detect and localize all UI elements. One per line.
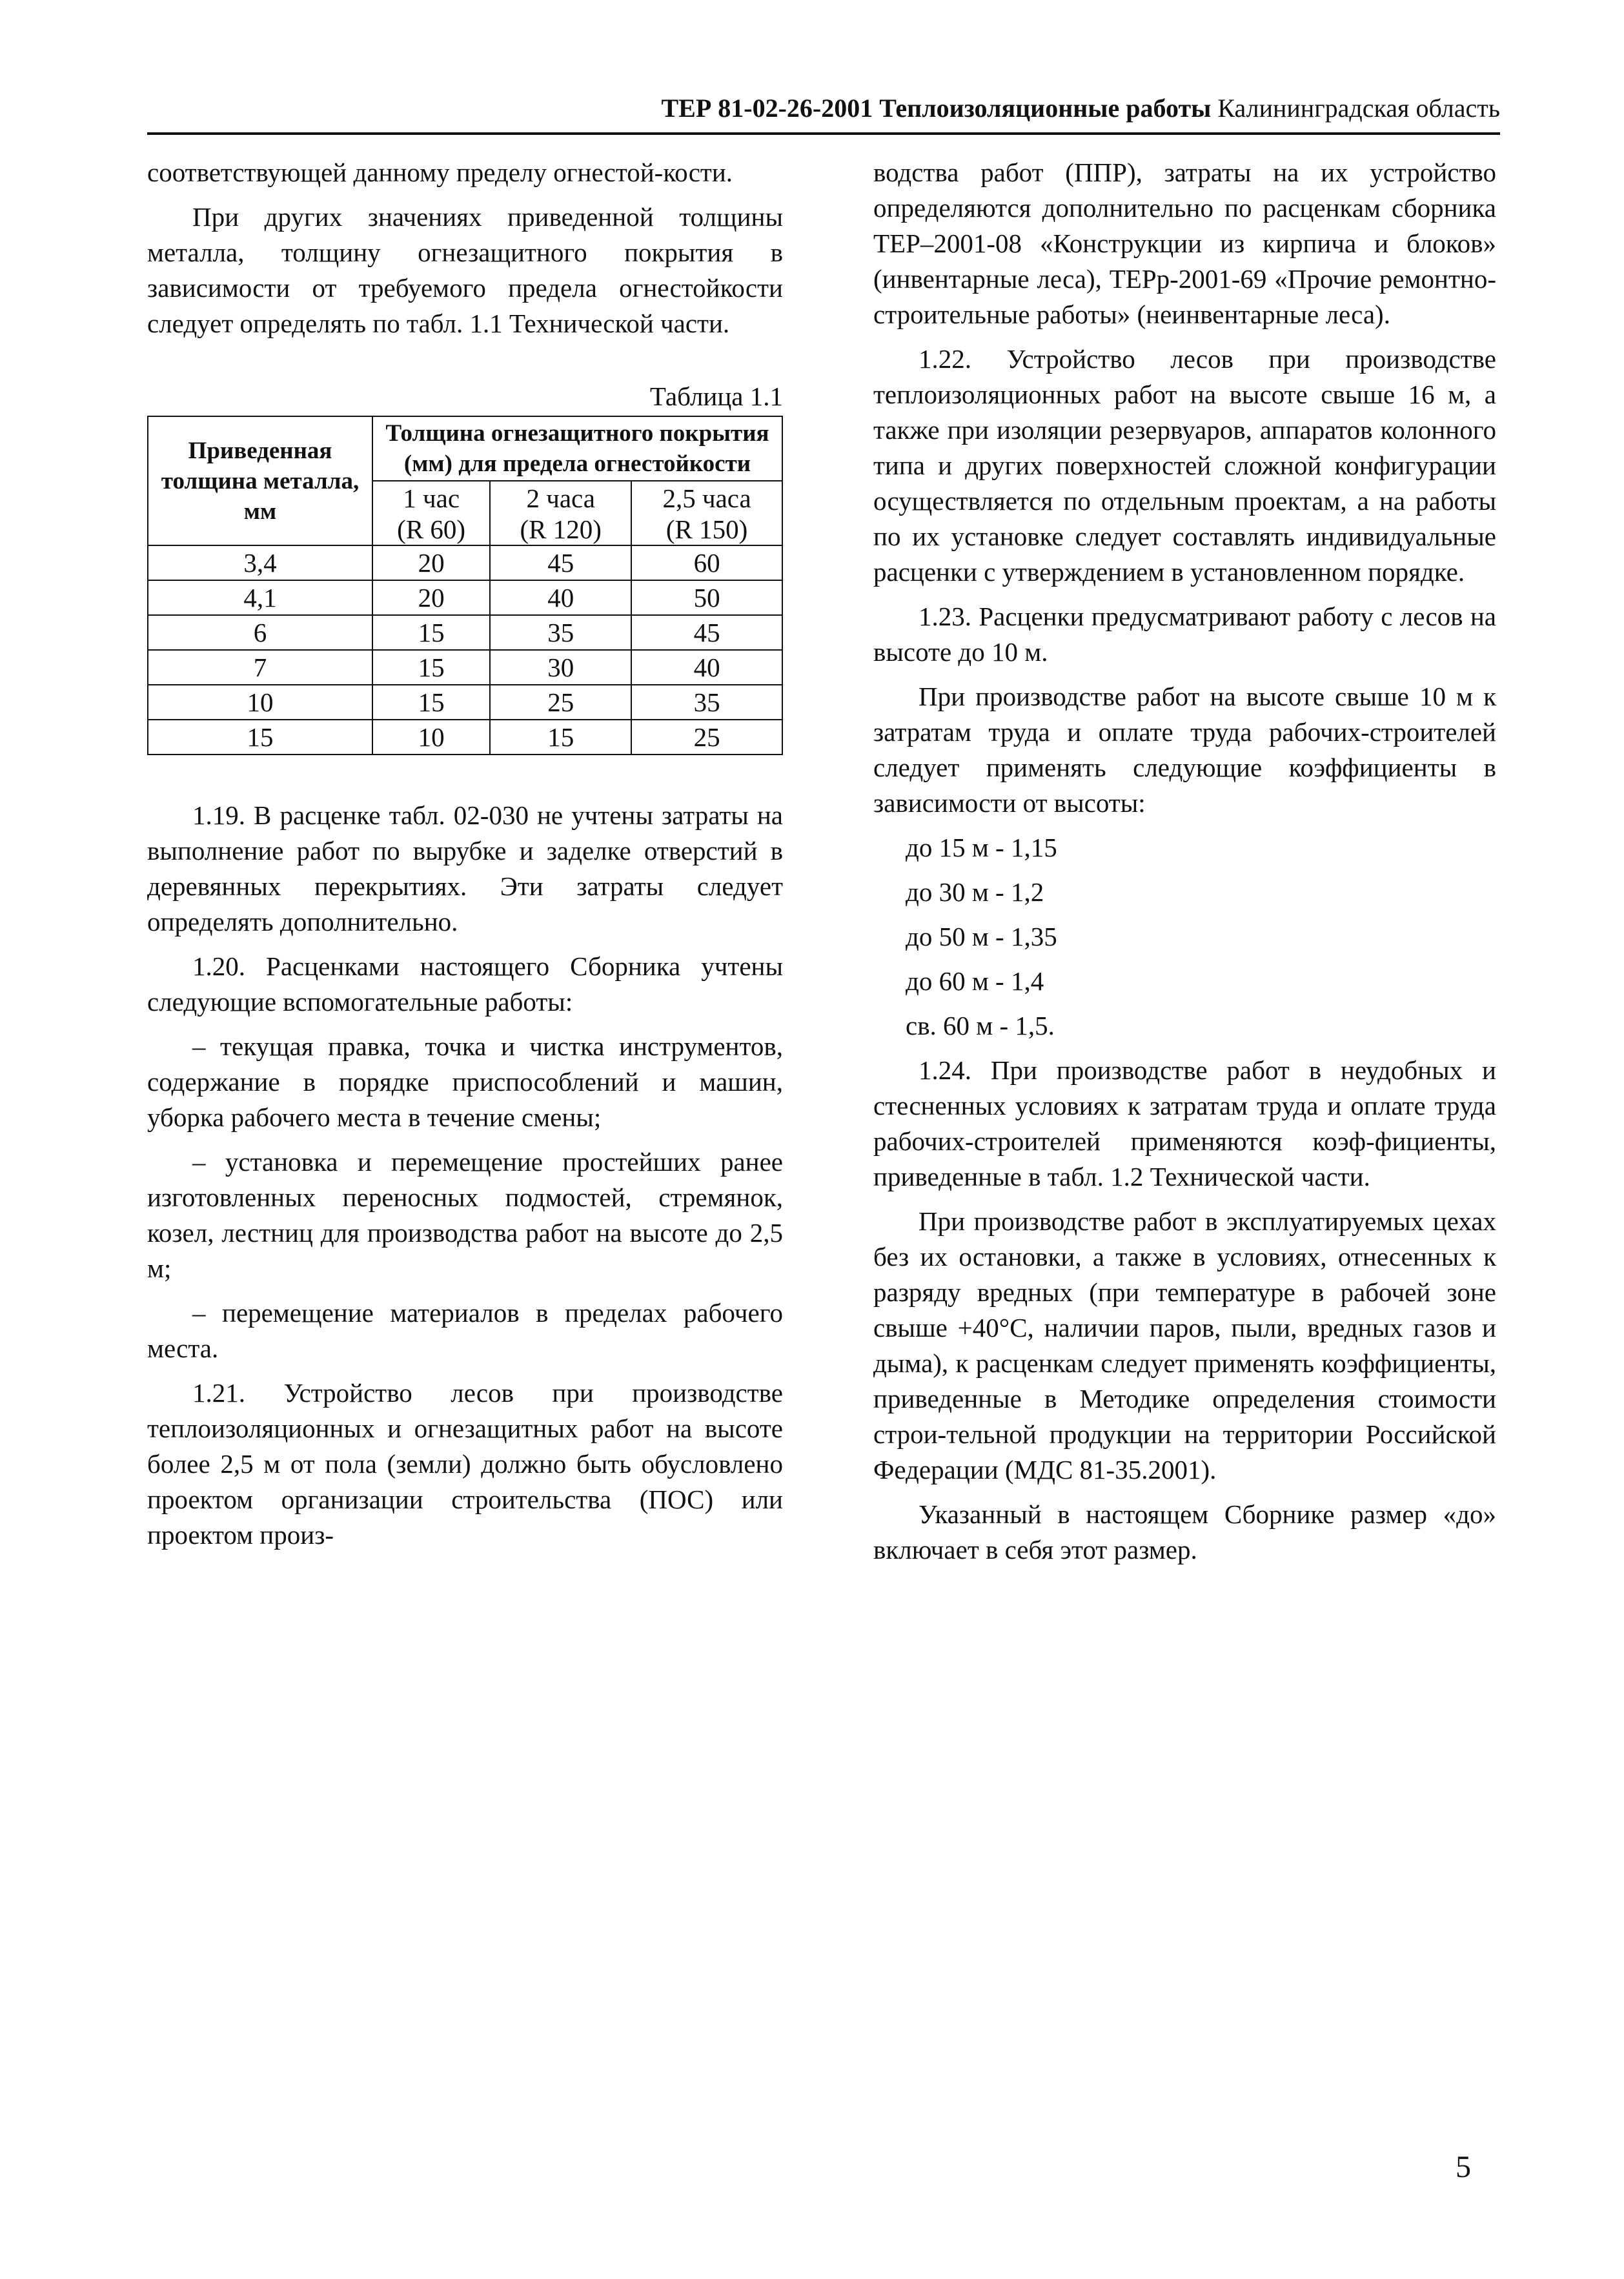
subheader-r120: 2 часа (R 120): [490, 481, 631, 545]
clause-1-19: 1.19. В расценке табл. 02-030 не учтены затраты на выполнение работ по вырубке и заделке отверстий в деревянных перекрытиях. Эти затраты следует определять дополнительно.: [147, 800, 783, 937]
clause-1-21: 1.21. Устройство лесов при производстве теплоизоляционных и огнезащитных работ на высоте более 2,5 м от пола (земли) должно быть обусловлено проектом организации строительства (ПОС) или проектом произ-: [147, 1378, 783, 1550]
table-row: [148, 720, 782, 755]
table-caption: Таблица 1.1: [649, 381, 783, 411]
table-cell: 45: [631, 615, 782, 650]
clause-1-24: 1.24. При производстве работ в неудобных и стесненных условиях к затратам труда и оплате труда рабочих-строителей применяются коэф-фициенты, приведенные в табл. 1.2 Технической части.: [873, 1055, 1496, 1191]
col-metal-thickness-header: Приведенная толщина металла, мм: [148, 416, 372, 545]
clause-1-22: 1.22. Устройство лесов при производстве теплоизоляционных работ на высоте свыше 16 м, а также при изоляции резервуаров, аппаратов колонного типа и других поверхностей сложной конфигурации осуществляется по отдельным проектам, а на работы по их установке следует составлять индивидуальные расценки с утверждением в установленном порядке.: [873, 344, 1496, 587]
fire-protection-table: [147, 416, 783, 755]
table-row: [148, 580, 782, 615]
table-cell: 50: [631, 580, 782, 615]
table-cell: 35: [631, 685, 782, 720]
paragraph-harmful-conditions: При производстве работ в эксплуатируемых цехах без их остановки, а также в условиях, отнесенных к разряду вредных (при температуре в рабочей зоне свыше +40°С, наличии паров, пыли, вредных газов и дыма), к расценкам следует применять коэффициенты, приведенные в Методике определения стоимости строи-тельной продукции на территории Российской Федерации (МДС 81-35.2001).: [873, 1206, 1496, 1484]
table-cell: 25: [490, 685, 631, 720]
table-cell: 6: [148, 615, 372, 650]
header-title: Теплоизоляционные работы: [879, 94, 1212, 123]
table-cell: 45: [490, 545, 631, 580]
paragraph-height-coefficients: При производстве работ на высоте свыше 10 м к затратам труда и оплате труда рабочих-строителей следует применять следующие коэффициенты в зависимости от высоты:: [873, 682, 1496, 818]
table-cell: 40: [490, 580, 631, 615]
dash-item-1: – текущая правка, точка и чистка инструментов, содержание в порядке приспособлений и машин, уборка рабочего места в течение смены;: [147, 1031, 783, 1132]
table-cell: 4,1: [148, 580, 372, 615]
dash-item-3: – перемещение материалов в пределах рабочего места.: [147, 1298, 783, 1363]
table-cell: 15: [372, 615, 490, 650]
col-group-coating-header: Толщина огнезащитного покрытия (мм) для предела огнестойкости: [372, 416, 782, 481]
table-cell: 40: [631, 650, 782, 685]
running-header: [147, 90, 1500, 127]
table-row: [148, 615, 782, 650]
coefficient-item: св. 60 м - 1,5.: [906, 1011, 1055, 1040]
coefficient-item: до 30 м - 1,2: [906, 877, 1044, 907]
table-cell: 35: [490, 615, 631, 650]
table-cell: 30: [490, 650, 631, 685]
table-row: [148, 650, 782, 685]
table-cell: 15: [372, 685, 490, 720]
table-cell: 25: [631, 720, 782, 755]
coefficient-item: до 50 м - 1,35: [906, 922, 1057, 951]
table-header-row: [148, 416, 782, 481]
dash-item-2: – установка и перемещение простейших ранее изготовленных переносных подмостей, стремянок, козел, лестниц для производства работ на высоте до 2,5 м;: [147, 1147, 783, 1283]
subheader-r60: 1 час (R 60): [372, 481, 490, 545]
table-row: [148, 545, 782, 580]
table-cell: 10: [372, 720, 490, 755]
paragraph-continuation: соответствующей данному пределу огнестой-кости.: [147, 157, 733, 187]
header-region: Калининградская область: [1217, 94, 1500, 123]
table-cell: 60: [631, 545, 782, 580]
page-number: 5: [1456, 2150, 1471, 2184]
coefficient-item: до 15 м - 1,15: [906, 833, 1057, 862]
table-cell: 7: [148, 650, 372, 685]
table-cell: 15: [372, 650, 490, 685]
right-column: [873, 155, 1496, 1568]
subheader-r150: 2,5 часа (R 150): [631, 481, 782, 545]
paragraph-continuation-right: водства работ (ППР), затраты на их устройство определяются дополнительно по расценкам сборника ТЕР–2001-08 «Конструкции из кирпича и блоков» (инвентарные леса), ТЕРр-2001-69 «Прочие ремонтно-строительные работы» (неинвентарные леса).: [873, 157, 1496, 329]
clause-1-20: 1.20. Расценками настоящего Сборника учтены следующие вспомогательные работы:: [147, 951, 783, 1017]
clause-1-23: 1.23. Расценки предусматривают работу с лесов на высоте до 10 м.: [873, 602, 1496, 667]
header-code: ТЕР 81-02-26-2001: [661, 94, 873, 123]
table-cell: 15: [148, 720, 372, 755]
table-cell: 10: [148, 685, 372, 720]
paragraph-size-note: Указанный в настоящем Сборнике размер «до» включает в себя этот размер.: [873, 1499, 1496, 1565]
table-cell: 3,4: [148, 545, 372, 580]
paragraph-other-values: При других значениях приведенной толщины металла, толщину огнезащитного покрытия в зависимости от требуемого предела огнестойкости следует определять по табл. 1.1 Технической части.: [147, 202, 783, 338]
left-column: [147, 155, 783, 1553]
table-cell: 20: [372, 545, 490, 580]
table-row: [148, 685, 782, 720]
coefficient-item: до 60 м - 1,4: [906, 966, 1044, 996]
table-cell: 20: [372, 580, 490, 615]
table-cell: 15: [490, 720, 631, 755]
header-rule: [147, 132, 1500, 135]
